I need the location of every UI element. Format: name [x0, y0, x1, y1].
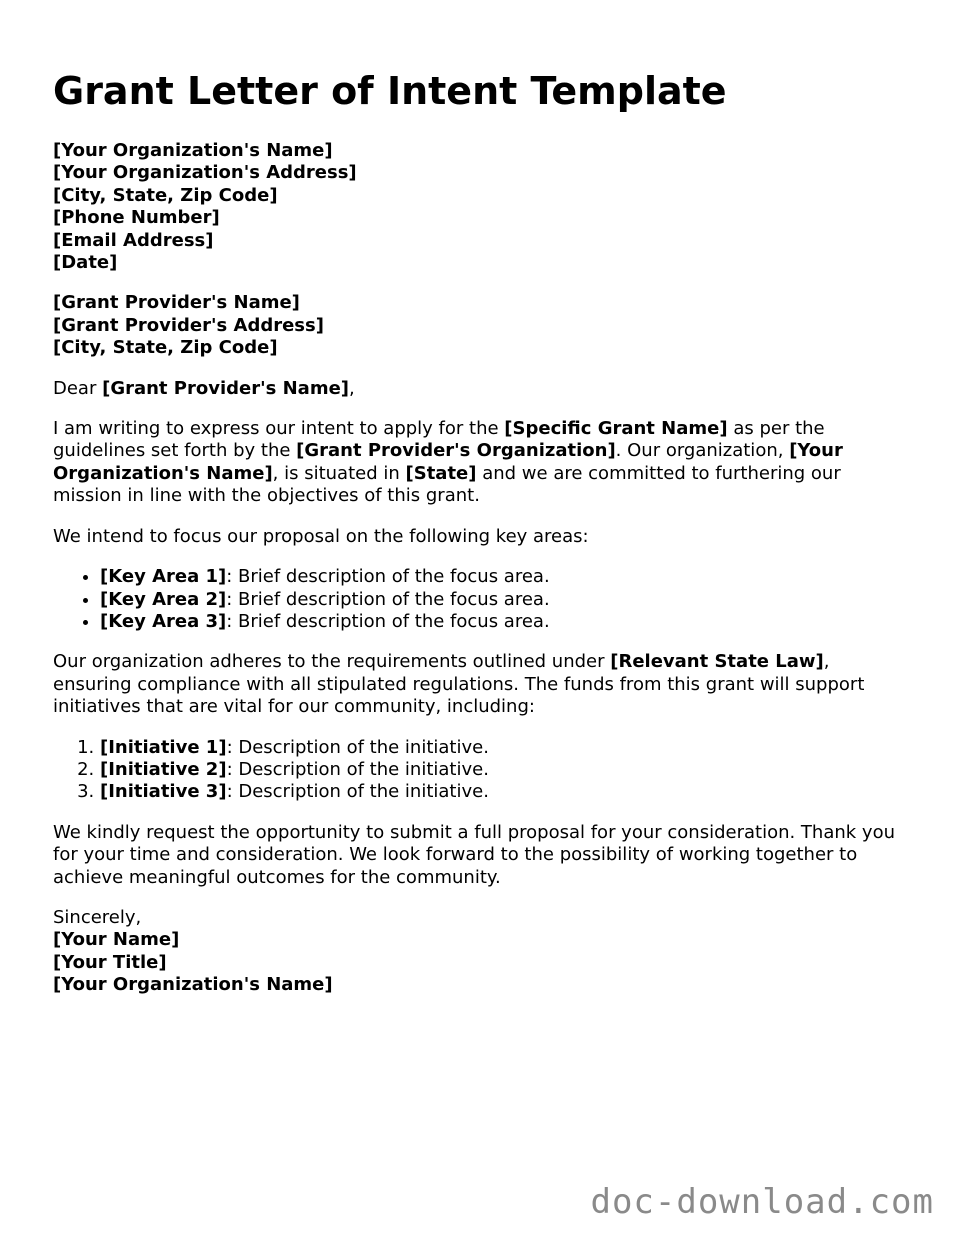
list-item: 3. [Initiative 3]: Description of the initiative.	[100, 781, 913, 803]
sender-city-state-zip: [City, State, Zip Code]	[53, 184, 278, 206]
list-item: • [Key Area 1]: Brief description of the focus area.	[100, 566, 913, 588]
list-item: 1. [Initiative 1]: Description of the initiative.	[100, 737, 913, 759]
recipient-address: [Grant Provider's Address]	[53, 314, 324, 336]
sender-phone: [Phone Number]	[53, 207, 220, 229]
signer-org: [Your Organization's Name]	[53, 974, 333, 996]
signature-block	[53, 907, 913, 997]
recipient-name: [Grant Provider's Name]	[53, 292, 300, 314]
grant-provider-org-placeholder: [Grant Provider's Organization]	[296, 440, 616, 462]
sender-org-address: [Your Organization's Address]	[53, 162, 357, 184]
initiatives-list	[53, 737, 913, 804]
state-law-placeholder: [Relevant State Law]	[610, 651, 824, 673]
sender-email: [Email Address]	[53, 229, 214, 251]
watermark: doc-download.com	[590, 1182, 934, 1222]
list-item: 2. [Initiative 2]: Description of the initiative.	[100, 759, 913, 781]
recipient-city-state-zip: [City, State, Zip Code]	[53, 337, 278, 359]
compliance-paragraph: Our organization adheres to the requirements outlined under [Relevant State Law], ensuring compliance with all stipulated regulations. The funds from this grant will support initiatives that are vital for our community, including:	[53, 651, 865, 718]
signoff-word: Sincerely,	[53, 906, 142, 928]
key-areas-list	[53, 566, 913, 633]
sender-address-block	[53, 140, 913, 274]
document-page	[53, 68, 913, 997]
salutation: Dear [Grant Provider's Name],	[53, 377, 355, 399]
sender-date: [Date]	[53, 252, 118, 274]
signer-name: [Your Name]	[53, 929, 180, 951]
intro-paragraph: I am writing to express our intent to apply for the [Specific Grant Name] as per the guidelines set forth by the [Grant Provider's Organization]. Our organization, [Your Organization's Name], is situated in [State] and we are committed to furthering our mission in line with the objectives of this grant.	[53, 418, 843, 507]
salutation-name: [Grant Provider's Name]	[102, 377, 350, 399]
list-item: • [Key Area 2]: Brief description of the focus area.	[100, 589, 913, 611]
closing-paragraph: We kindly request the opportunity to submit a full proposal for your consideration. Thank you for your time and consideration. We look forward to the possibility of working together to achieve meaningful outcomes for the community.	[53, 821, 895, 888]
grant-name-placeholder: [Specific Grant Name]	[504, 418, 728, 440]
state-placeholder: [State]	[405, 462, 477, 484]
document-title: Grant Letter of Intent Template	[53, 69, 727, 113]
org-name-placeholder: [Your Organization's Name]	[53, 440, 843, 484]
focus-intro: We intend to focus our proposal on the following key areas:	[53, 525, 589, 547]
signer-title: [Your Title]	[53, 951, 167, 973]
list-item: • [Key Area 3]: Brief description of the focus area.	[100, 611, 913, 633]
recipient-address-block	[53, 292, 913, 359]
sender-org-name: [Your Organization's Name]	[53, 140, 333, 161]
